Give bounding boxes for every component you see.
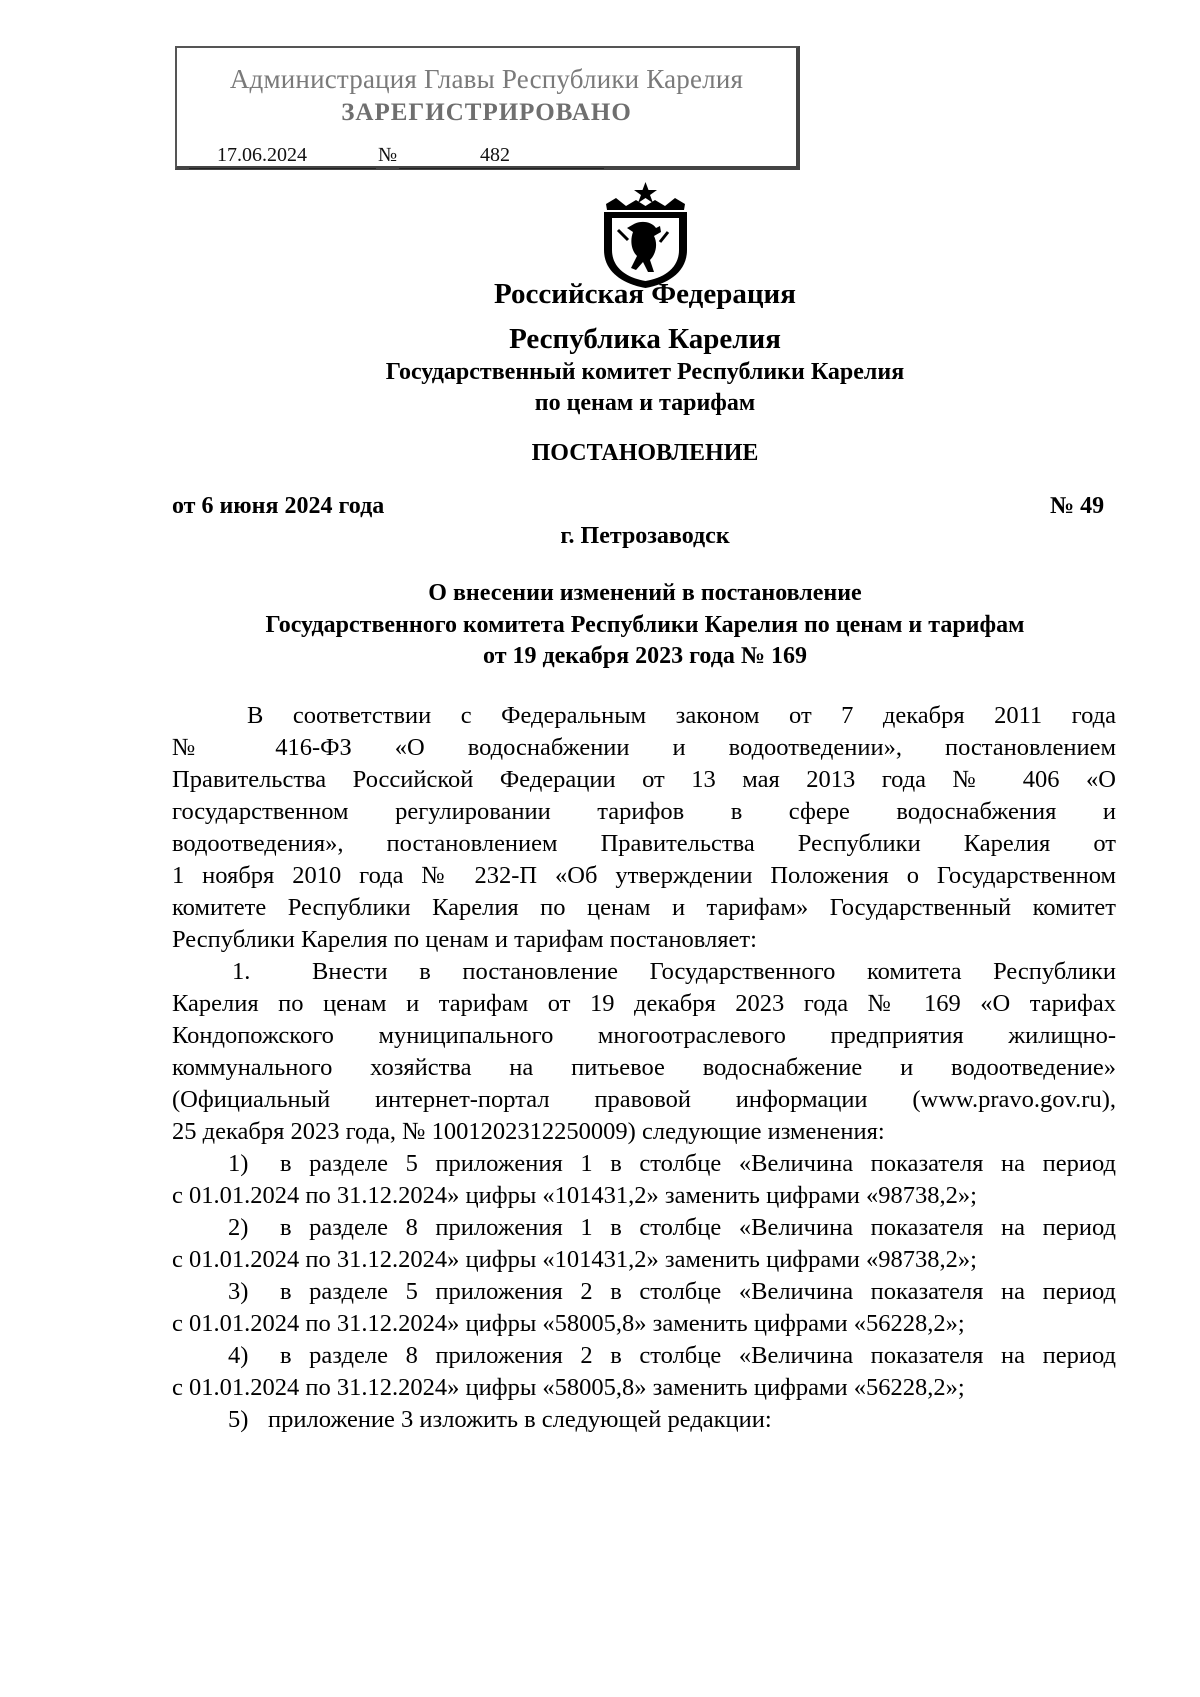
stamp-organization: Администрация Главы Республики Карелия (229, 64, 744, 94)
item-line: коммунального хозяйства на питьевое водоснабжение и водоотведение» (172, 1054, 1116, 1081)
preamble-line: комитете Республики Карелия по ценам и тарифам» Государственный комитет (172, 894, 1116, 921)
item-line: Внести в постановление Государственного комитета Республики (312, 958, 1116, 985)
title-line-3: от 19 декабря 2023 года № 169 (483, 643, 807, 669)
subitem-line: с 01.01.2024 по 31.12.2024» цифры «101431,2» заменить цифрами «98738,2»; (172, 1246, 977, 1273)
karelia-coat-of-arms-icon (598, 180, 693, 290)
document-city: г. Петрозаводск (560, 523, 730, 549)
subitem-line: в разделе 5 приложения 2 в столбце «Величина показателя на период (280, 1278, 1116, 1305)
subitem-number: 5) (228, 1406, 249, 1433)
item-line: (Официальный интернет-портал правовой информации (www.pravo.gov.ru), (172, 1086, 1116, 1113)
committee-line-2: по ценам и тарифам (534, 390, 756, 416)
document-type: ПОСТАНОВЛЕНИЕ (531, 440, 759, 466)
subitem-line: в разделе 8 приложения 1 в столбце «Величина показателя на период (280, 1214, 1116, 1241)
document-number: № 49 (1050, 493, 1105, 519)
stamp-date: 17.06.2024 (217, 144, 307, 166)
stamp-number-underline (399, 168, 604, 169)
subitem-line: с 01.01.2024 по 31.12.2024» цифры «58005,8» заменить цифрами «56228,2»; (172, 1374, 965, 1401)
preamble-line: Правительства Российской Федерации от 13 мая 2013 года № 406 «О (172, 766, 1116, 793)
subitem-number: 2) (228, 1214, 249, 1241)
title-line-1: О внесении изменений в постановление (428, 580, 862, 606)
subitem-line: с 01.01.2024 по 31.12.2024» цифры «58005,8» заменить цифрами «56228,2»; (172, 1310, 965, 1337)
preamble-line: водоотведения», постановлением Правительства Республики Карелия от (172, 830, 1116, 857)
country-heading: Российская Федерация (494, 278, 796, 310)
subitem-number: 1) (228, 1150, 249, 1177)
preamble-line: государственном регулировании тарифов в сфере водоснабжения и (172, 798, 1116, 825)
item-line: Карелия по ценам и тарифам от 19 декабря 2023 года № 169 «О тарифах (172, 990, 1116, 1017)
stamp-number: 482 (480, 144, 510, 166)
item-number: 1. (232, 958, 251, 985)
subitem-line: в разделе 8 приложения 2 в столбце «Величина показателя на период (280, 1342, 1116, 1369)
stamp-status: ЗАРЕГИСТРИРОВАНО (341, 99, 632, 126)
document-date: от 6 июня 2024 года (172, 493, 385, 519)
item-line: Кондопожского муниципального многоотраслевого предприятия жилищно- (172, 1022, 1116, 1049)
preamble-line: В соответствии с Федеральным законом от 7 декабря 2011 года (247, 702, 1116, 729)
subitem-line: приложение 3 изложить в следующей редакции: (268, 1406, 772, 1433)
stamp-number-sign: № (378, 144, 398, 166)
republic-heading: Республика Карелия (509, 323, 781, 355)
title-line-2: Государственного комитета Республики Карелия по ценам и тарифам (265, 612, 1025, 638)
subitem-line: в разделе 5 приложения 1 в столбце «Величина показателя на период (280, 1150, 1116, 1177)
registration-stamp (175, 46, 800, 170)
preamble-line: 1 ноября 2010 года № 232-П «Об утверждении Положения о Государственном (172, 862, 1116, 889)
preamble-line: № 416-ФЗ «О водоснабжении и водоотведении», постановлением (172, 734, 1116, 761)
subitem-number: 4) (228, 1342, 249, 1369)
preamble-line: Республики Карелия по ценам и тарифам постановляет: (172, 926, 757, 953)
committee-line-1: Государственный комитет Республики Карелия (385, 359, 905, 385)
subitem-line: с 01.01.2024 по 31.12.2024» цифры «101431,2» заменить цифрами «98738,2»; (172, 1182, 977, 1209)
subitem-number: 3) (228, 1278, 249, 1305)
stamp-date-underline (189, 168, 376, 169)
item-line: 25 декабря 2023 года, № 1001202312250009) следующие изменения: (172, 1118, 885, 1145)
